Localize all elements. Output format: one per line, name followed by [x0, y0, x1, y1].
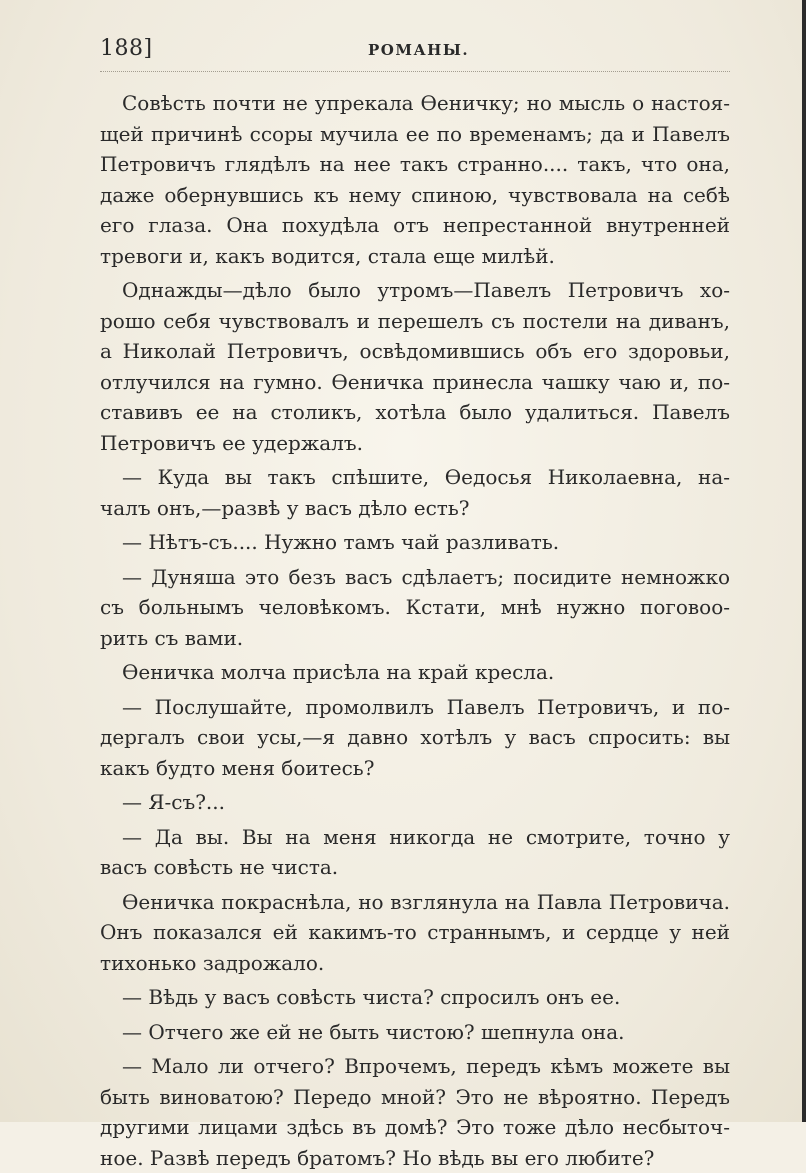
text-line: отлучился на гумно. Ѳеничка принесла чашку чаю и, по-: [100, 367, 730, 398]
text-line: — Мало ли отчего? Впрочемъ, передъ кѣмъ можете вы: [100, 1051, 730, 1082]
text-line: — Куда вы такъ спѣшите, Ѳедосья Николаевна, на-: [100, 462, 730, 493]
page-header: [100, 36, 730, 66]
text-line: — Дуняша это безъ васъ сдѣлаетъ; посидите немножко: [100, 562, 730, 593]
text-line: а Николай Петровичъ, освѣдомившись объ его здоровьи,: [100, 336, 730, 367]
text-line: Однажды—дѣло было утромъ—Павелъ Петровичъ хо-: [100, 275, 730, 306]
page-edge: [802, 0, 806, 1122]
text-line: быть виноватою? Передо мной? Это не вѣроятно. Передъ: [100, 1082, 730, 1113]
text-line: рошо себя чувствовалъ и перешелъ съ постели на диванъ,: [100, 306, 730, 337]
page-number: 188]: [100, 36, 153, 61]
text-line: — Нѣтъ-съ.... Нужно тамъ чай разливать.: [100, 527, 730, 558]
text-line: Петровичъ глядѣлъ на нее такъ странно.... такъ, что она,: [100, 149, 730, 180]
text-line: ное. Развѣ передъ братомъ? Но вѣдь вы его любите?: [100, 1143, 730, 1173]
running-head: РОМАНЫ.: [368, 41, 469, 59]
text-line: тихонько задрожало.: [100, 948, 730, 979]
text-line: тревоги и, какъ водится, стала еще милѣй.: [100, 241, 730, 272]
text-line: Ѳеничка покраснѣла, но взглянула на Павла Петровича.: [100, 887, 730, 918]
text-line: рить съ вами.: [100, 623, 730, 654]
text-line: — Послушайте, промолвилъ Павелъ Петровичъ, и по-: [100, 692, 730, 723]
text-line: васъ совѣсть не чиста.: [100, 852, 730, 883]
text-line: щей причинѣ ссоры мучила ее по временамъ; да и Павелъ: [100, 119, 730, 150]
header-rule: [100, 71, 730, 72]
text-line: даже обернувшись къ нему спиною, чувствовала на себѣ: [100, 180, 730, 211]
text-line: Онъ показался ей какимъ-то страннымъ, и сердце у ней: [100, 917, 730, 948]
text-line: — Да вы. Вы на меня никогда не смотрите, точно у: [100, 822, 730, 853]
text-line: другими лицами здѣсь въ домѣ? Это тоже дѣло несбыточ-: [100, 1112, 730, 1143]
text-line: Совѣсть почти не упрекала Ѳеничку; но мысль о настоя-: [100, 88, 730, 119]
text-line: Ѳеничка молча присѣла на край кресла.: [100, 657, 730, 688]
text-line: чалъ онъ,—развѣ у васъ дѣло есть?: [100, 493, 730, 524]
text-line: дергалъ свои усы,—я давно хотѣлъ у васъ спросить: вы: [100, 722, 730, 753]
body-text: [100, 88, 730, 1173]
text-line: съ больнымъ человѣкомъ. Кстати, мнѣ нужно поговоо-: [100, 592, 730, 623]
text-line: Петровичъ ее удержалъ.: [100, 428, 730, 459]
text-line: его глаза. Она похудѣла отъ непрестанной внутренней: [100, 210, 730, 241]
text-line: какъ будто меня боитесь?: [100, 753, 730, 784]
text-line: — Отчего же ей не быть чистою? шепнула она.: [100, 1017, 730, 1048]
text-line: — Вѣдь у васъ совѣсть чиста? спросилъ онъ ее.: [100, 982, 730, 1013]
text-line: — Я-съ?...: [100, 787, 730, 818]
text-line: ставивъ ее на столикъ, хотѣла было удалиться. Павелъ: [100, 397, 730, 428]
